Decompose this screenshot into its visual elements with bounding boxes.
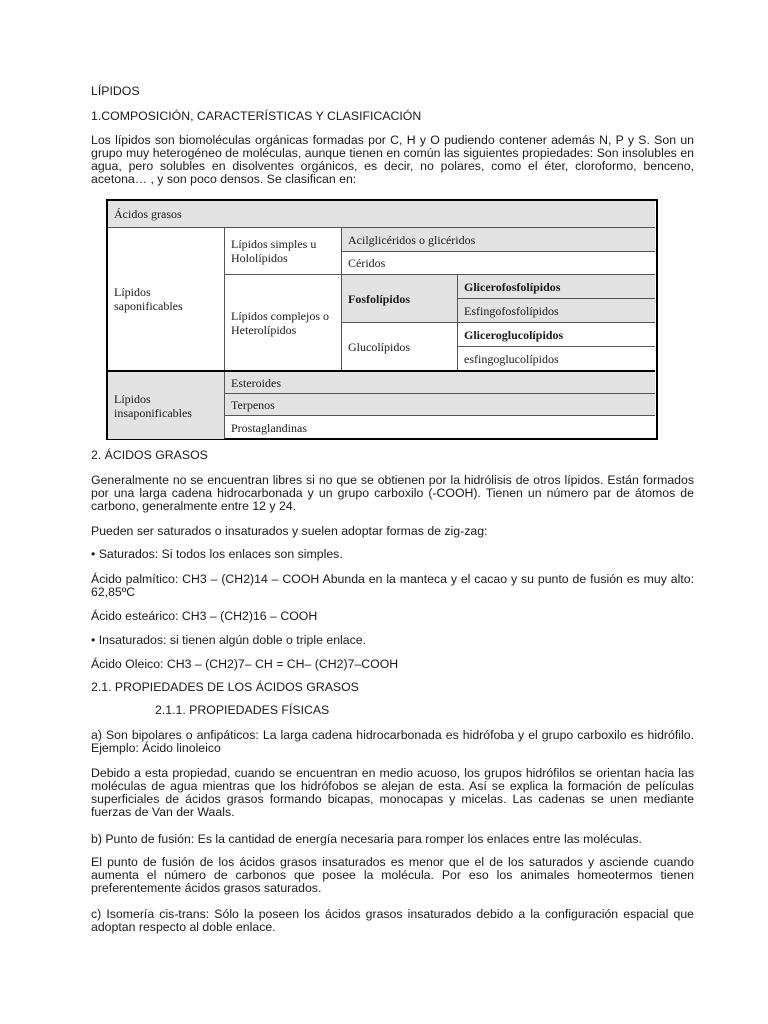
property-b-explanation: El punto de fusión de los ácidos grasos insaturados es menor que el de los saturados y asciende cuando aumenta el número de carbonos que posee la molécula. Por eso los animales homeotermos tienen preferentemente ácidos grasos saturados. (91, 855, 694, 895)
document-title: LÍPIDOS (91, 84, 140, 98)
lipid-classification-table (106, 199, 658, 440)
bullet-saturados: • Saturados: Si todos los enlaces son simples. (91, 547, 343, 561)
property-b: b) Punto de fusión: Es la cantidad de energía necesaria para romper los enlaces entre las moléculas. (91, 832, 642, 846)
acido-palmitico: Ácido palmítico: CH3 – (CH2)14 – COOH Abunda en la manteca y el cacao y su punto de fusión es muy alto: 62,85ºC (91, 572, 694, 599)
table-cell-insaponificables: Lípidos insaponificables (108, 372, 224, 439)
table-cell-prostaglandinas: Prostaglandinas (231, 420, 307, 435)
table-cell-esfingofosfolipidos: Esfingofosfolípidos (458, 299, 655, 322)
table-cell-fosfolipidos: Fosfolípidos (342, 275, 457, 322)
table-cell-terpenos: Terpenos (225, 394, 655, 415)
table-cell-esfingoglucolipidos: esfingoglucolípidos (464, 351, 559, 366)
acido-oleico: Ácido Oleico: CH3 – (CH2)7– CH = CH– (CH2)7–COOH (91, 657, 399, 671)
table-cell-glucolipidos: Glucolípidos (348, 339, 410, 354)
property-a: a) Son bipolares o anfipáticos: La larga cadena hidrocarbonada es hidrófoba y el grupo carboxilo es hidrófilo. Ejemplo: Ácido linoleico (91, 728, 694, 755)
section2-paragraph-2: Pueden ser saturados o insaturados y suelen adoptar formas de zig-zag: (91, 524, 488, 538)
section2-heading: 2. ÁCIDOS GRASOS (91, 448, 208, 462)
table-cell-glicerofosfolipidos: Glicerofosfolípidos (458, 275, 655, 298)
table-cell-esteroides: Esteroides (225, 372, 655, 393)
property-a-explanation: Debido a esta propiedad, cuando se encuentran en medio acuoso, los grupos hidrófilos se orientan hacia las moléculas de agua mientras que los hidrófobos se alejan de esta. Así se explica la formación de películas superficiales de ácidos grasos formando bicapas, monocapas y micelas. Las cadenas se unen mediante fuerzas de Van der Waals. (91, 766, 694, 819)
table-cell-ceridos: Céridos (348, 256, 386, 270)
property-c: c) Isomería cis-trans: Sólo la poseen los ácidos grasos insaturados debido a la configuración espacial que adoptan respecto al doble enlace. (91, 907, 694, 934)
table-header-text: Ácidos grasos (114, 207, 182, 221)
acido-estearico: Ácido esteárico: CH3 – (CH2)16 – COOH (91, 609, 318, 623)
section211-heading: 2.1.1. PROPIEDADES FÍSICAS (155, 703, 330, 717)
table-cell-lipidos-simples: Lípidos simples u Hololípidos (231, 237, 317, 265)
section1-intro: Los lípidos son biomoléculas orgánicas formadas por C, H y O pudiendo contener además N, P y S. Son un grupo muy heterogéneo de moléculas, aunque tienen en común las siguientes propiedades: Son insolubles en agua, pero solubles en disolventes orgánicos, es decir, no polares, como el éter, cloroformo, benceno, acetona… , y son poco densos. Se clasifican en: (91, 133, 694, 186)
section21-heading: 2.1. PROPIEDADES DE LOS ÁCIDOS GRASOS (91, 680, 359, 694)
bullet-insaturados: • Insaturados: si tienen algún doble o triple enlace. (91, 633, 367, 647)
table-header-cell (108, 201, 655, 227)
table-cell-acilgliceridos: Acilglicéridos o glicéridos (342, 228, 655, 251)
table-cell-gliceroglucolipidos: Gliceroglucolípidos (464, 327, 564, 342)
section2-paragraph-1: Generalmente no se encuentran libres si no que se obtienen por la hidrólisis de otros lípidos. Están formados por una larga cadena hidrocarbonada y un grupo carboxilo (-COOH). Tienen un número par de átomos de carbono, generalmente entre 12 y 24. (91, 473, 694, 513)
table-cell-saponificables: Lípidos saponificables (114, 285, 183, 313)
table-cell-lipidos-complejos: Lípidos complejos o Heterolípidos (231, 308, 329, 337)
section1-heading: 1.COMPOSICIÓN, CARACTERÍSTICAS Y CLASIFICACIÓN (91, 109, 422, 123)
